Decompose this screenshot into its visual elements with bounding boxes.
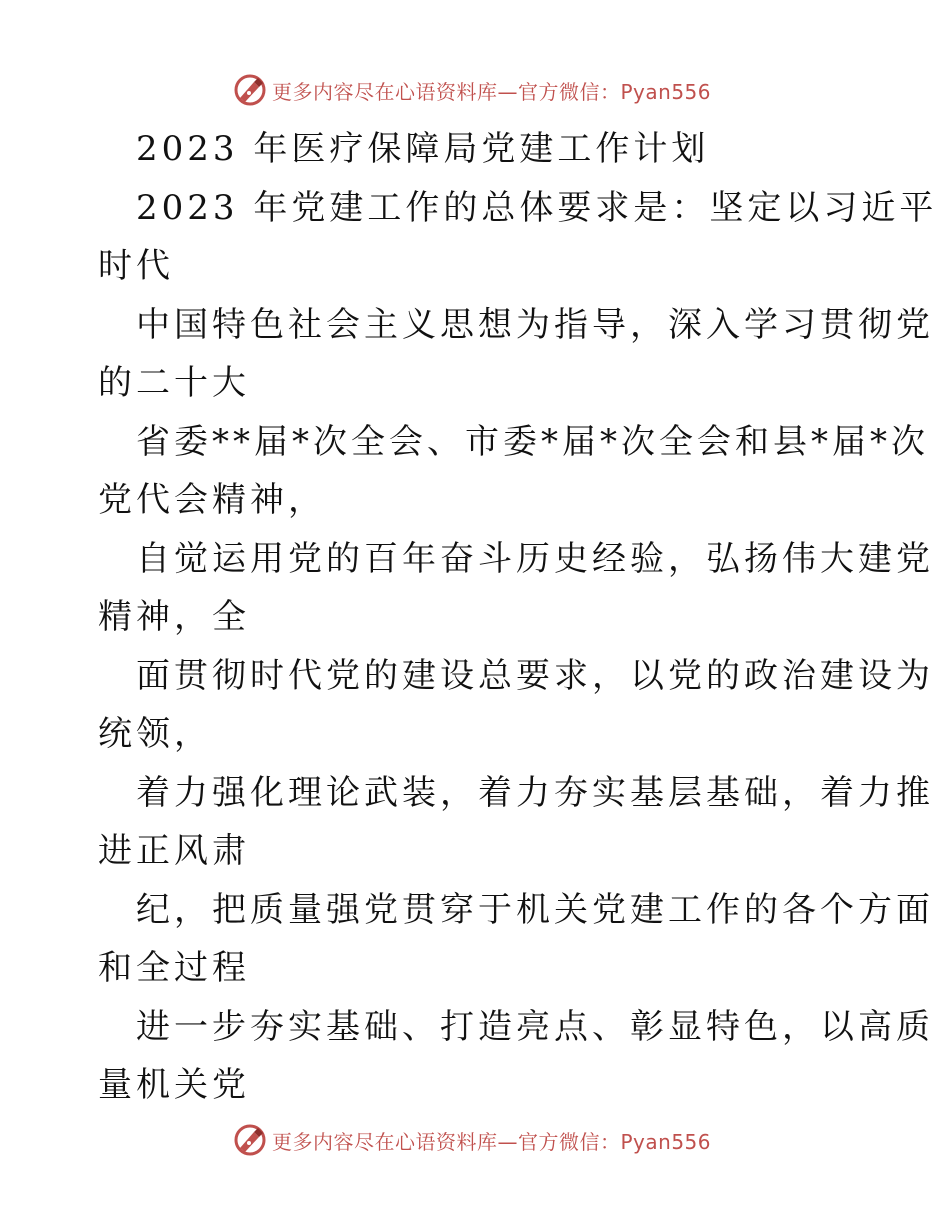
header-banner bbox=[232, 70, 711, 110]
paragraph-line: 纪，把质量强党贯穿于机关党建工作的各个方面 bbox=[136, 889, 934, 930]
paragraph-line: 中国特色社会主义思想为指导，深入学习贯彻党 bbox=[136, 304, 934, 345]
paragraph-line: 省委**届*次全会、市委*届*次全会和县*届*次 bbox=[136, 421, 929, 462]
paragraph-line: 着力强化理论武装，着力夯实基层基础，着力推 bbox=[136, 772, 934, 813]
pen-nib-logo-icon bbox=[232, 72, 268, 108]
pen-nib-logo-icon bbox=[232, 1122, 268, 1158]
paragraph-line: 的二十大 bbox=[98, 363, 250, 403]
header-banner-text: 更多内容尽在心语资料库—官方微信：Pyan556 bbox=[272, 79, 712, 104]
document-title: 2023 年医疗保障局党建工作计划 bbox=[136, 129, 710, 169]
paragraph-line: 自觉运用党的百年奋斗历史经验，弘扬伟大建党 bbox=[136, 538, 934, 579]
paragraph-line: 统领， bbox=[98, 714, 212, 754]
footer-banner bbox=[232, 1120, 711, 1160]
paragraph-line: 和全过程 bbox=[98, 948, 250, 988]
paragraph-line: 党代会精神， bbox=[98, 480, 326, 520]
paragraph-line: 2023 年党建工作的总体要求是：坚定以习近平 bbox=[136, 187, 938, 228]
paragraph-line: 精神，全 bbox=[98, 597, 250, 637]
paragraph-line: 量机关党 bbox=[98, 1065, 250, 1105]
paragraph-line: 进正风肃 bbox=[98, 831, 250, 871]
paragraph-line: 面贯彻时代党的建设总要求，以党的政治建设为 bbox=[136, 655, 934, 696]
footer-banner-text: 更多内容尽在心语资料库—官方微信：Pyan556 bbox=[272, 1129, 712, 1154]
paragraph-line: 时代 bbox=[98, 246, 174, 286]
paragraph-line: 进一步夯实基础、打造亮点、彰显特色，以高质 bbox=[136, 1006, 934, 1047]
document-body bbox=[98, 120, 938, 1115]
